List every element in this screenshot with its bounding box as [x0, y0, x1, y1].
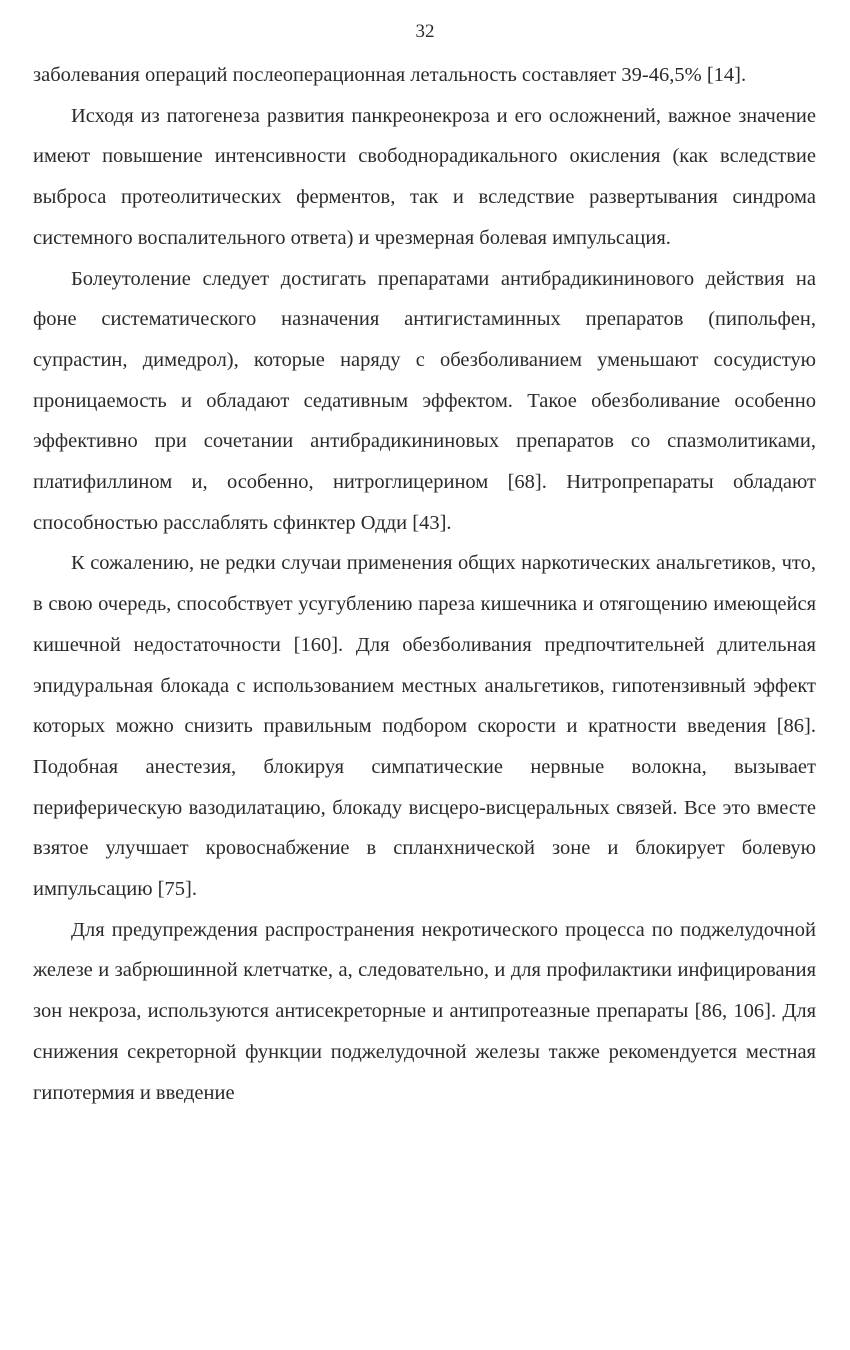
paragraph-continued: заболевания операций послеоперационная летальность составляет 39-46,5% [14]. — [33, 64, 747, 86]
paragraph-analgesia: Болеутоление следует достигать препаратами антибрадикининового действия на фоне систематического назначения антигистаминных препаратов (пипольфен, супрастин, димедрол), которые наряду с обезболиванием уменьшают сосудистую проницаемость и обладают седативным эффектом. Такое обезболивание особенно эффективно при сочетании антибрадикининовых препаратов со спазмолитиками, платифиллином и, особенно, нитроглицерином [68]. Нитропрепараты обладают способностью расслаблять сфинктер Одди [43]. — [33, 267, 816, 534]
paragraph-pathogenesis: Исходя из патогенеза развития панкреонекроза и его осложнений, важное значение имеют повышение интенсивности свободнорадикального окисления (как вследствие выброса протеолитических ферментов, так и вследствие развертывания синдрома системного воспалительного ответа) и чрезмерная болевая импульсация. — [33, 104, 816, 249]
paragraph-necrosis-prevention: Для предупреждения распространения некротического процесса по поджелудочной железе и забрюшинной клетчатке, а, следовательно, и для профилактики инфицирования зон некроза, используются антисекреторные и антипротеазные препараты [86, 106]. Для снижения секреторной функции поджелудочной железы также рекомендуется местная гипотермия и введение — [33, 918, 816, 1104]
page-number: 32 — [415, 21, 435, 42]
document-body — [33, 55, 816, 1113]
paragraph-narcotic-analgesics: К сожалению, не редки случаи применения общих наркотических анальгетиков, что, в свою очередь, способствует усугублению пареза кишечника и отягощению имеющейся кишечной недостаточности [160]. Для обезболивания предпочтительней длительная эпидуральная блокада с использованием местных анальгетиков, гипотензивный эффект которых можно снизить правильным подбором скорости и кратности введения [86]. Подобная анестезия, блокируя симпатические нервные волокна, вызывает периферическую вазодилатацию, блокаду висцеро-висцеральных связей. Все это вместе взятое улучшает кровоснабжение в спланхнической зоне и блокирует болевую импульсацию [75]. — [33, 552, 816, 901]
